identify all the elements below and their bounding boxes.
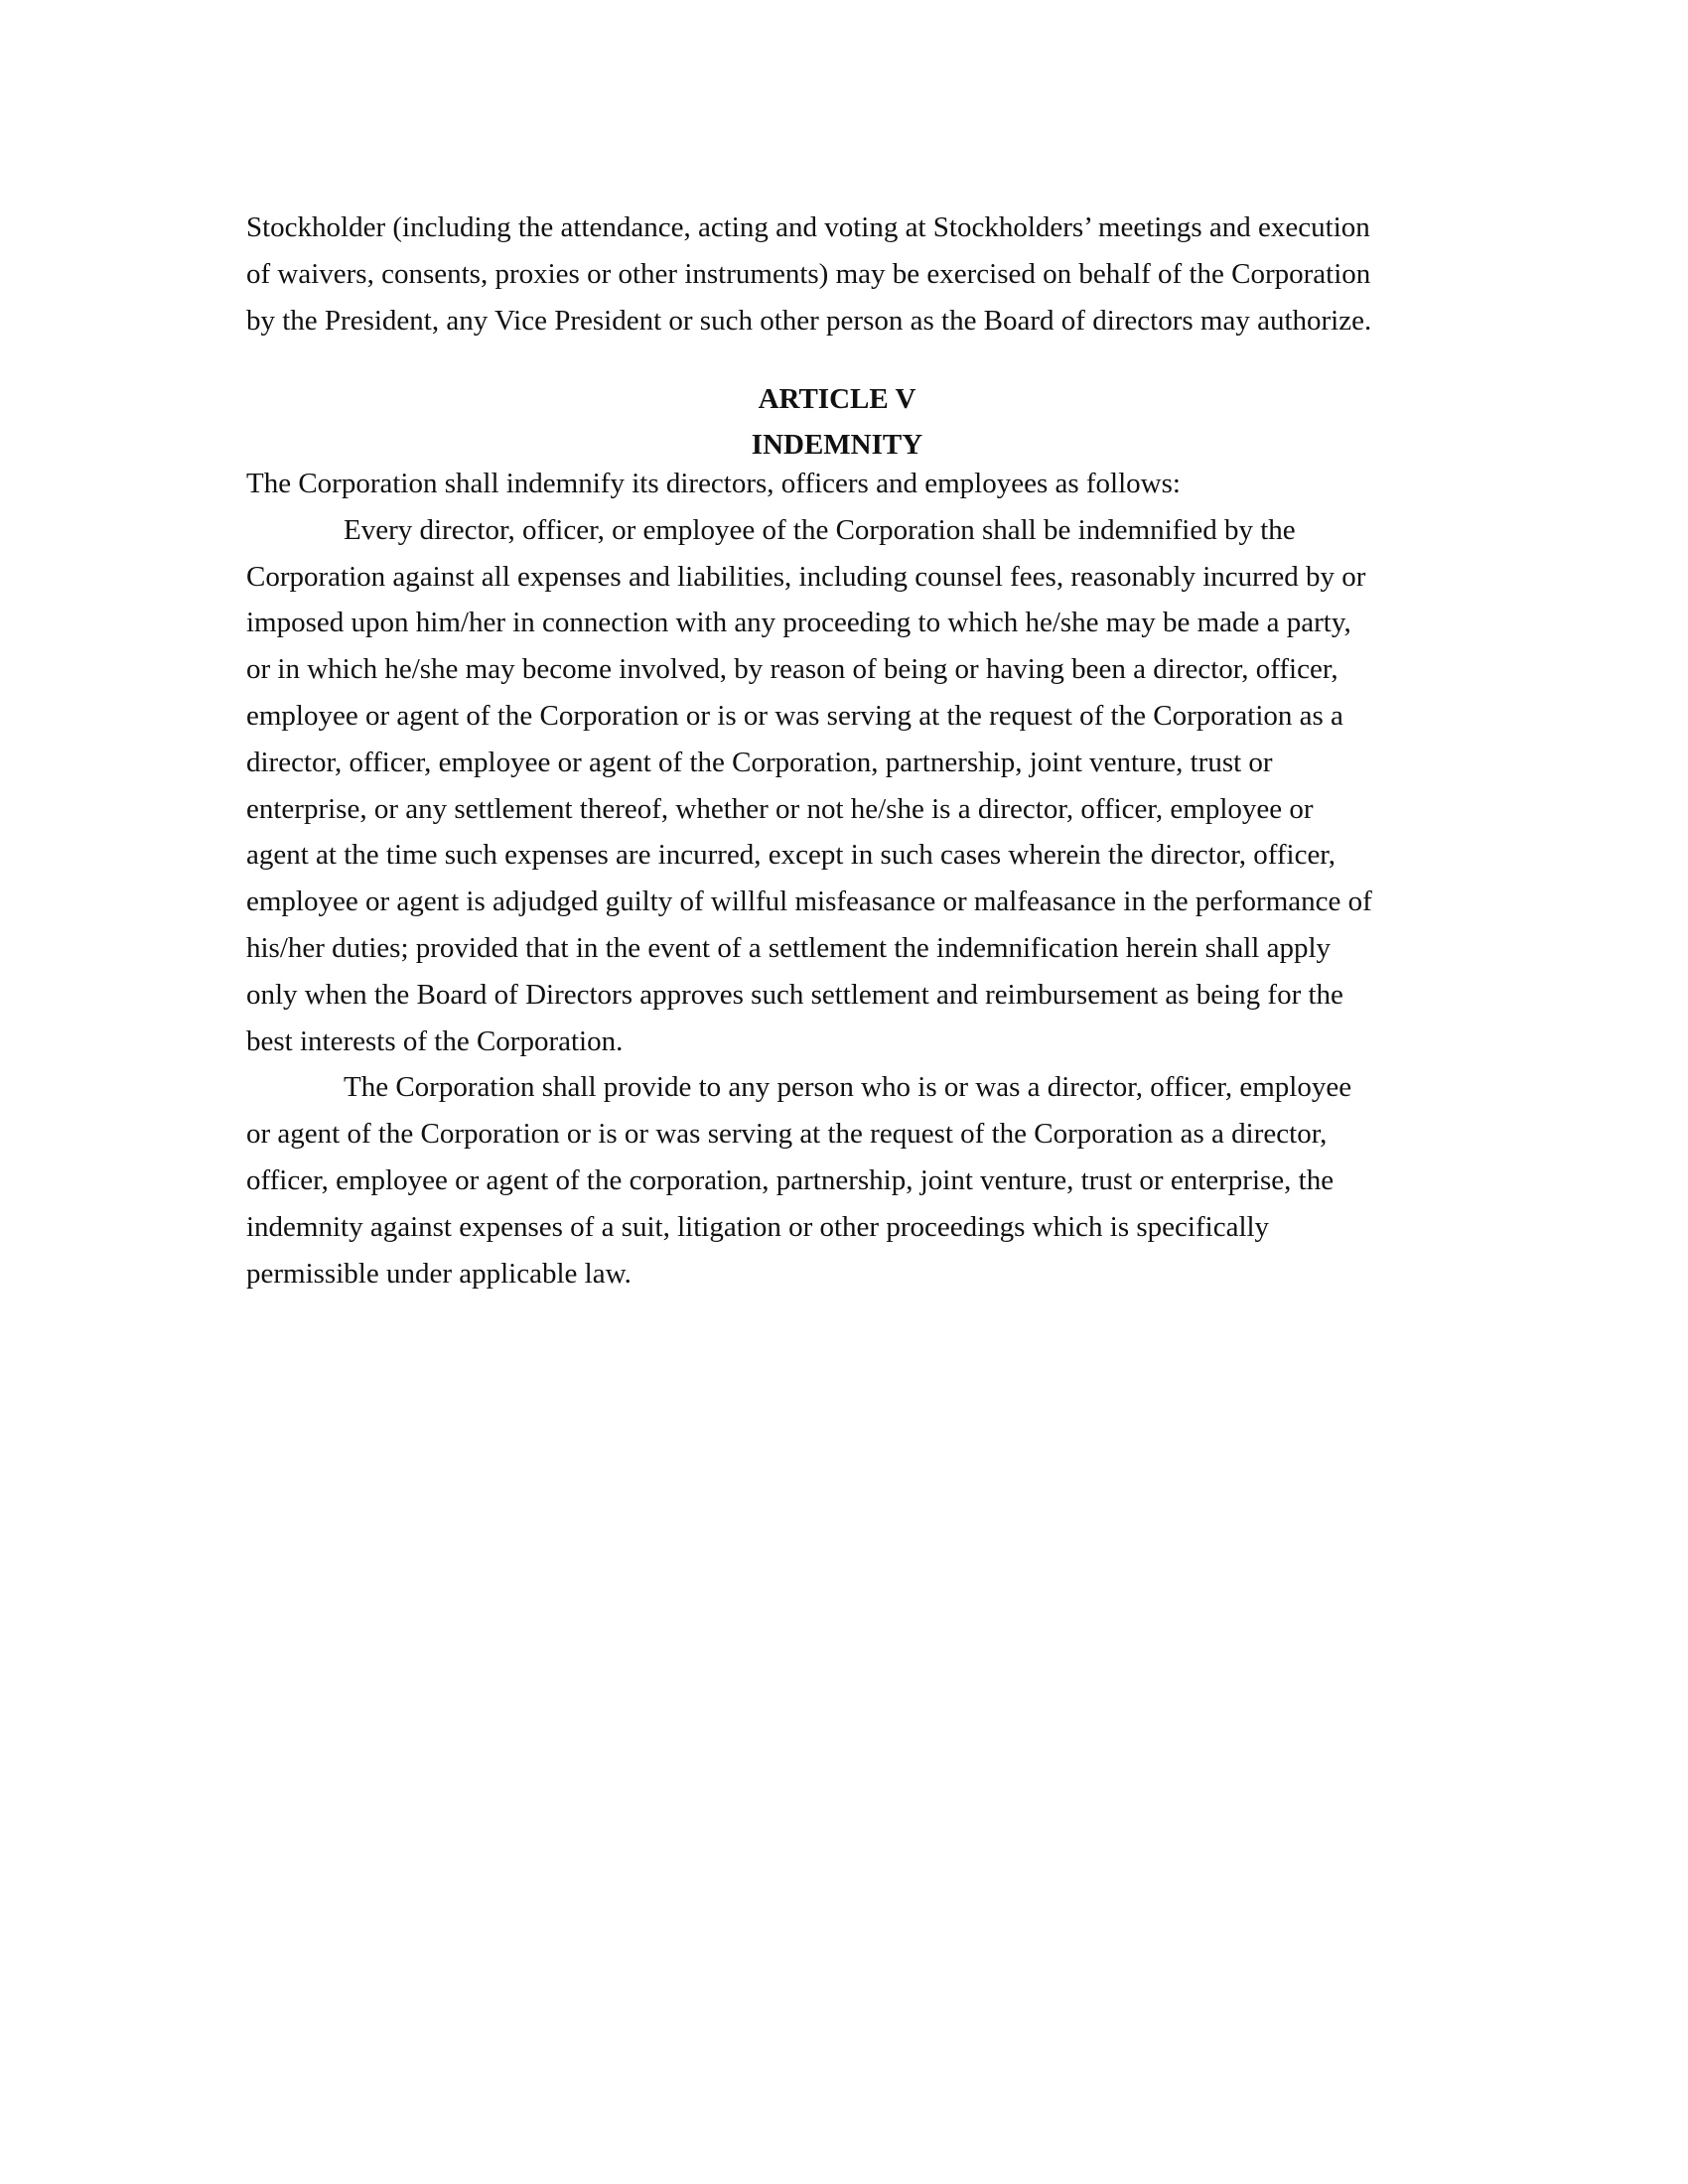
paragraph2-line-3: officer, employee or agent of the corporation, partnership, joint venture, trust or enterprise, the <box>246 1163 1335 1196</box>
article-number: ARTICLE V <box>758 383 916 415</box>
paragraph2-line-4: indemnity against expenses of a suit, litigation or other proceedings which is specifically <box>246 1210 1270 1243</box>
intro-line: The Corporation shall indemnify its directors, officers and employees as follows: <box>246 468 1181 499</box>
continuation-line-2: of waivers, consents, proxies or other instruments) may be exercised on behalf of the Corporation <box>246 257 1371 290</box>
paragraph1-line-5: employee or agent of the Corporation or is or was serving at the request of the Corporation as a <box>246 699 1343 732</box>
paragraph1-line-10: his/her duties; provided that in the event of a settlement the indemnification herein shall apply <box>246 931 1332 964</box>
paragraph2-line-1: The Corporation shall provide to any person who is or was a director, officer, employee <box>344 1071 1352 1104</box>
paragraph2-line-2: or agent of the Corporation or is or was serving at the request of the Corporation as a director, <box>246 1118 1328 1151</box>
paragraph1-line-9: employee or agent is adjudged guilty of willful misfeasance or malfeasance in the performance of <box>246 886 1372 918</box>
paragraph1-line-1: Every director, officer, or employee of the Corporation shall be indemnified by the <box>344 513 1296 546</box>
continuation-paragraph <box>246 205 1438 343</box>
paragraph1-line-7: enterprise, or any settlement thereof, whether or not he/she is a director, officer, employee or <box>246 792 1314 825</box>
paragraph1-line-6: director, officer, employee or agent of the Corporation, partnership, joint venture, trust or <box>246 746 1273 778</box>
paragraph1-line-8: agent at the time such expenses are incurred, except in such cases wherein the director, officer, <box>246 839 1336 872</box>
article-title: INDEMNITY <box>751 429 923 461</box>
paragraph1-line-11: only when the Board of Directors approves such settlement and reimbursement as being for the <box>246 978 1343 1011</box>
paragraph2-line-5: permissible under applicable law. <box>246 1257 632 1290</box>
paragraph1-line-12: best interests of the Corporation. <box>246 1024 624 1057</box>
paragraph1-line-2: Corporation against all expenses and liabilities, including counsel fees, reasonably incurred by or <box>246 560 1366 593</box>
paragraph1-line-3: imposed upon him/her in connection with any proceeding to which he/she may be made a party, <box>246 607 1351 639</box>
continuation-line-1: Stockholder (including the attendance, acting and voting at Stockholders’ meetings and execution <box>246 211 1370 243</box>
paragraph1-line-4: or in which he/she may become involved, by reason of being or having been a director, officer, <box>246 653 1338 686</box>
indemnity-body <box>246 461 1438 1297</box>
continuation-line-3: by the President, any Vice President or such other person as the Board of directors may authorize. <box>246 304 1372 337</box>
